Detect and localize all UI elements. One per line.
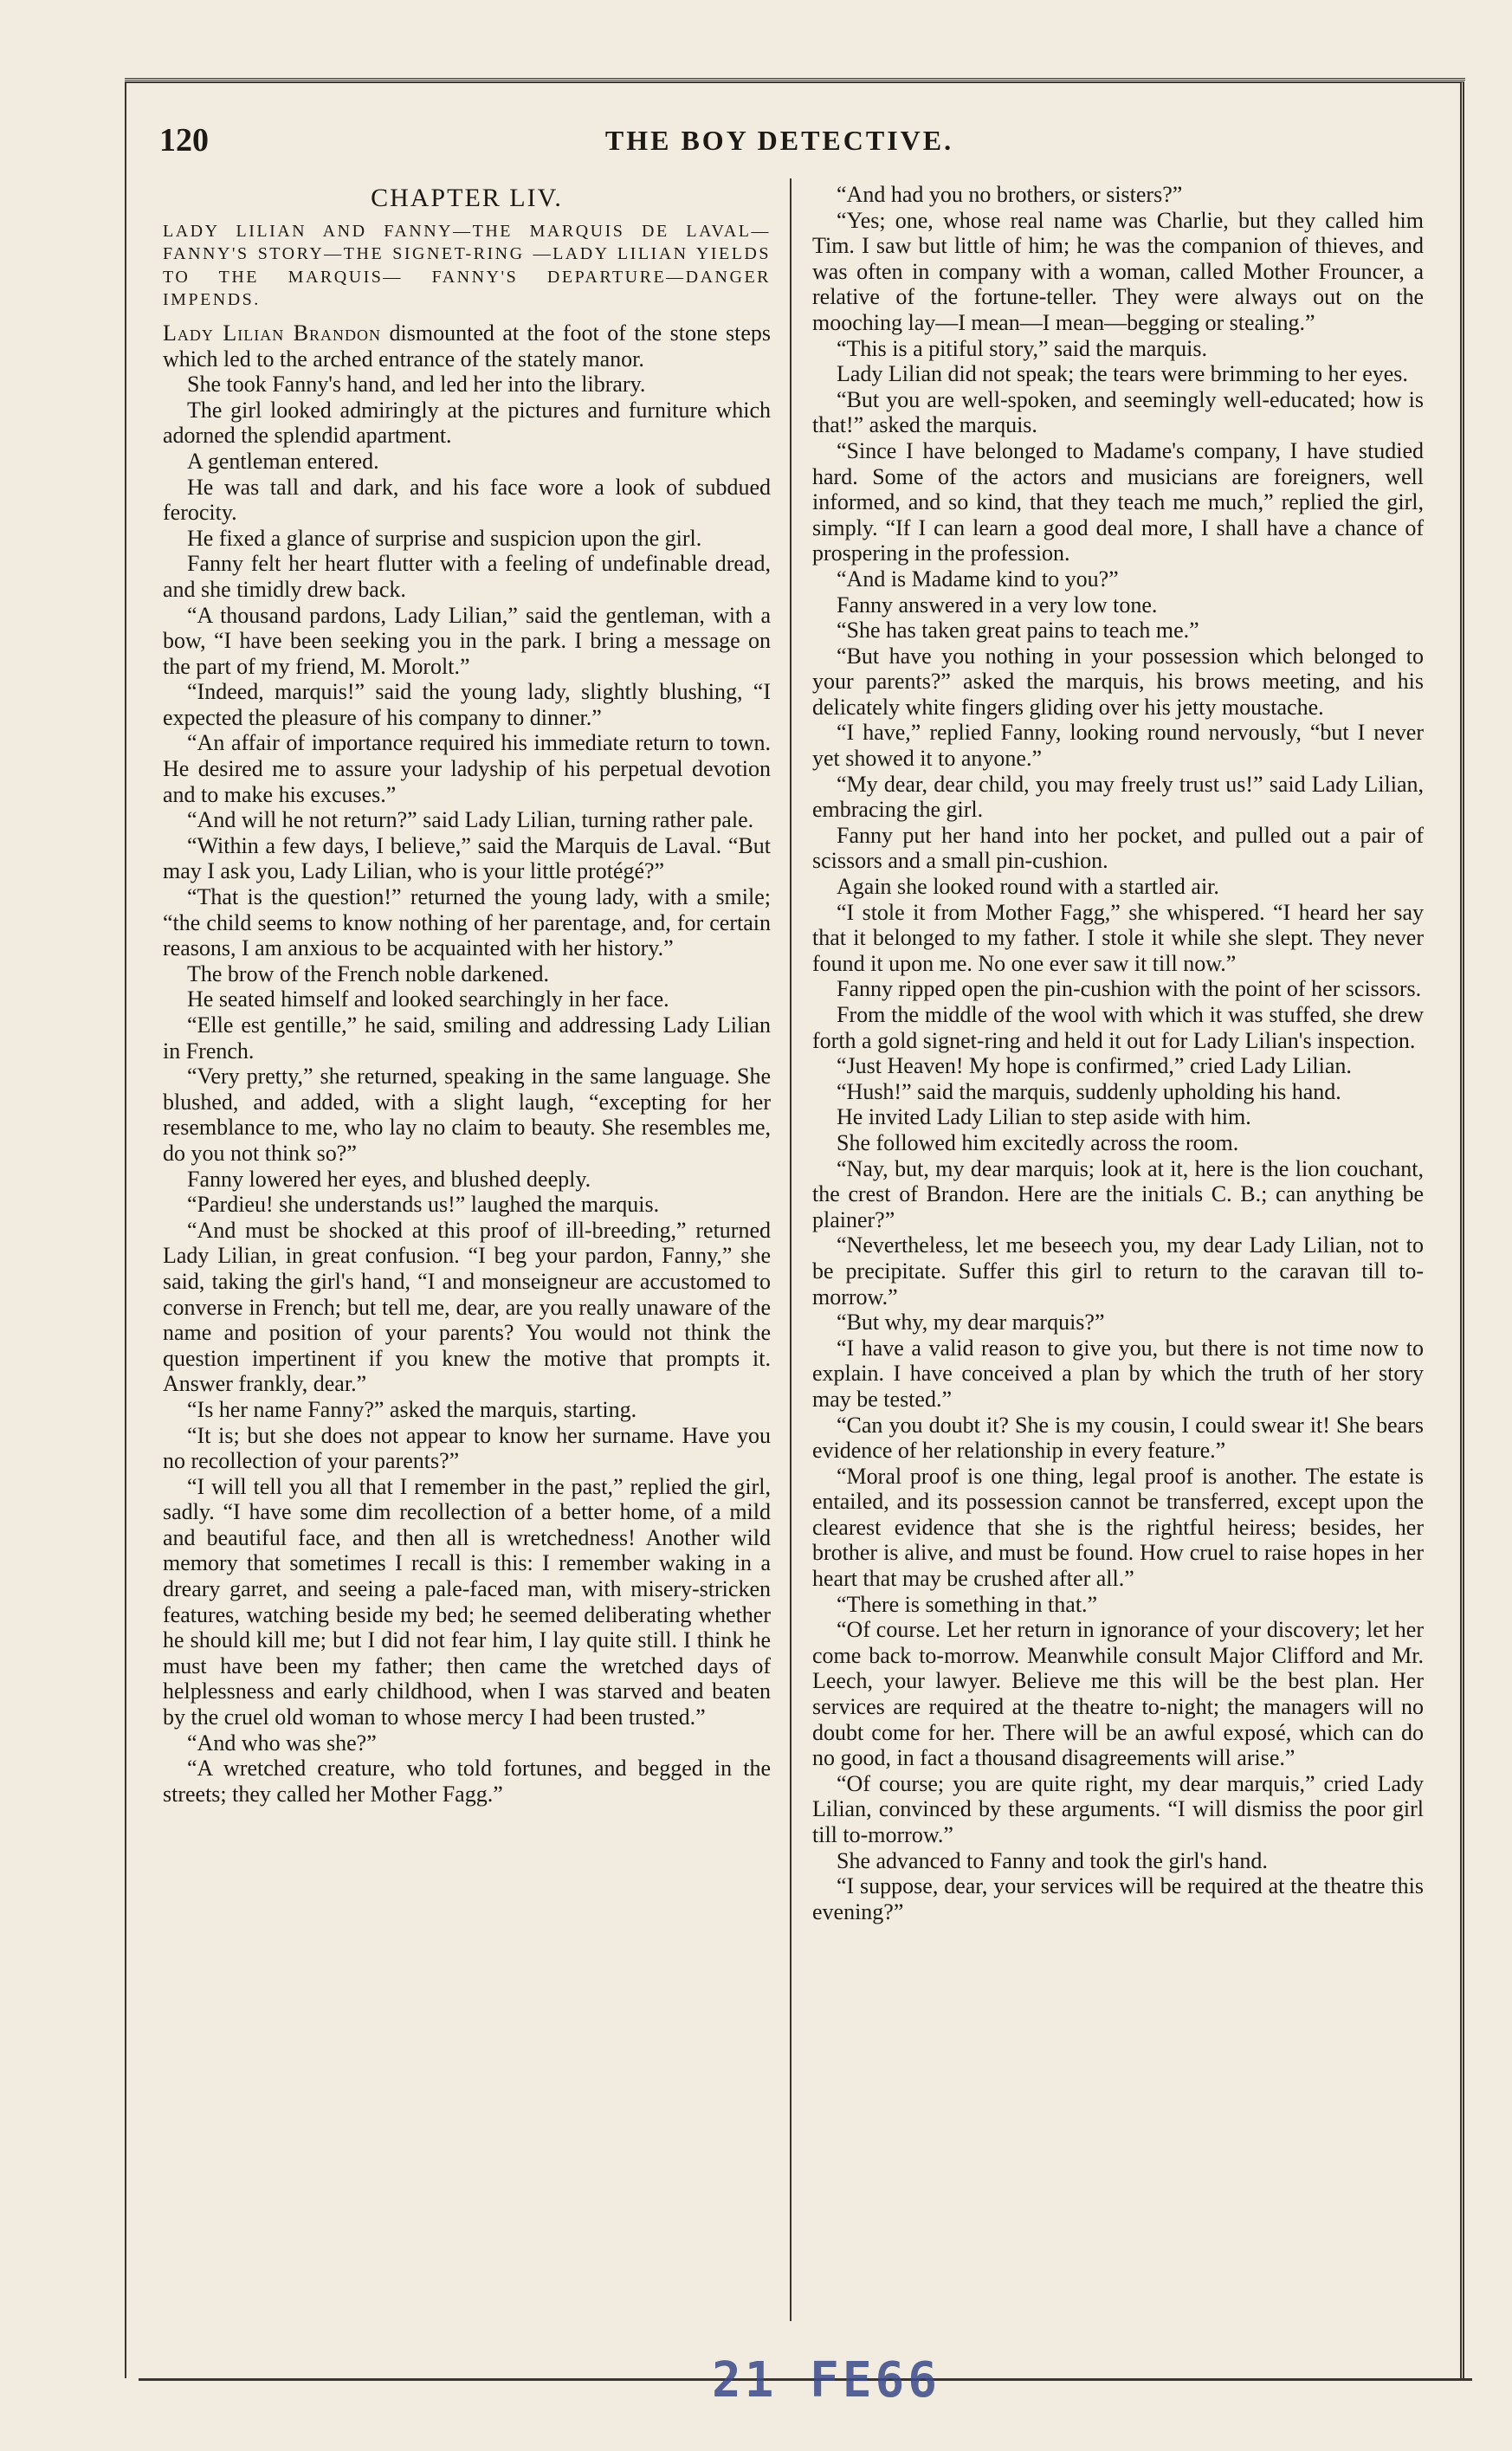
- opening-paragraph: [163, 320, 771, 372]
- right-paragraph: “There is something in that.”: [837, 1591, 1098, 1617]
- right-paragraph: “Just Heaven! My hope is confirmed,” cried Lady Lilian.: [837, 1053, 1352, 1079]
- opening-rest: dismounted at the foot of the stone steps which led to the arched entrance of the stately manor.: [163, 320, 771, 372]
- right-paragraph: Lady Lilian did not speak; the tears were brimming to her eyes.: [837, 361, 1408, 387]
- left-paragraph: “Pardieu! she understands us!” laughed the marquis.: [187, 1192, 660, 1218]
- right-paragraph: “I have a valid reason to give you, but there is not time now to explain. I have conceived a plan by which the truth of her story may be tested.”: [812, 1335, 1424, 1412]
- right-paragraph: “Nevertheless, let me beseech you, my dear Lady Lilian, not to be precipitate. Suffer this girl to return to the caravan till to-morrow.”: [812, 1232, 1424, 1310]
- right-paragraph: “And is Madame kind to you?”: [837, 566, 1119, 592]
- right-paragraph: Fanny answered in a very low tone.: [837, 592, 1158, 618]
- left-paragraph: “I will tell you all that I remember in the past,” replied the girl, sadly. “I have some dim recollection of a better home, of a mild and beautiful face, and then all is wretchedness! Another wild memory that sometimes I recall is this: I remember waking in a dreary garret, and seeing a pale-faced man, with misery-stricken features, watching beside my bed; he seemed deliberating whether he should kill me; but I did not fear him, I lay quite still. I think he must have been my father; then came the wretched days of helplessness and early childhood, when I was starved and beaten by the cruel old woman to whose mercy I had been trusted.”: [163, 1473, 771, 1730]
- left-paragraph: He was tall and dark, and his face wore a look of subdued ferocity.: [163, 474, 771, 526]
- left-paragraph: The girl looked admiringly at the pictures and furniture which adorned the splendid apartment.: [163, 397, 771, 449]
- right-paragraph: Again she looked round with a startled air.: [837, 874, 1219, 900]
- chapter-synopsis: LADY LILIAN AND FANNY—THE MARQUIS DE LAVAL—FANNY'S STORY—THE SIGNET-RING —LADY LILIAN YIELDS TO THE MARQUIS— FANNY'S DEPARTURE—DANGER IMPENDS.: [163, 221, 771, 310]
- right-paragraph: “This is a pitiful story,” said the marquis.: [837, 335, 1207, 361]
- left-paragraph: Fanny felt her heart flutter with a feeling of undefinable dread, and she timidly drew back.: [163, 551, 771, 602]
- right-paragraph: “My dear, dear child, you may freely trust us!” said Lady Lilian, embracing the girl.: [812, 771, 1424, 823]
- page-header: [156, 121, 1403, 173]
- right-paragraph: “And had you no brothers, or sisters?”: [837, 182, 1183, 207]
- left-paragraph: “Within a few days, I believe,” said the Marquis de Laval. “But may I ask you, Lady Lilian, who is your little protégé?”: [163, 832, 771, 884]
- left-paragraph: Fanny lowered her eyes, and blushed deeply.: [187, 1166, 591, 1192]
- right-paragraph: She followed him excitedly across the room.: [837, 1129, 1239, 1155]
- right-paragraph: Fanny ripped open the pin-cushion with the point of her scissors.: [837, 976, 1422, 1002]
- running-head: THE BOY DETECTIVE.: [604, 125, 954, 156]
- left-paragraph: “And will he not return?” said Lady Lilian, turning rather pale.: [187, 807, 754, 833]
- left-paragraph: “That is the question!” returned the young lady, with a smile; “the child seems to know nothing of her parentage, and, for certain reasons, I am anxious to be acquainted with her history.”: [163, 884, 771, 961]
- right-paragraph: “But why, my dear marquis?”: [837, 1310, 1105, 1335]
- right-paragraph: “Yes; one, whose real name was Charlie, but they called him Tim. I saw but little of him; he was the companion of thieves, and was often in company with a woman, called Mother Frouncer, a relative of the fortune-teller. They were always out on the mooching lay—I mean—I mean—begging or stealing.”: [812, 207, 1424, 335]
- opening-name: Lady Lilian Brandon: [163, 320, 382, 346]
- right-paragraph: “Of course; you are quite right, my dear marquis,” cried Lady Lilian, convinced by these arguments. “I will dismiss the poor girl till to-morrow.”: [812, 1770, 1424, 1847]
- left-paragraph: “It is; but she does not appear to know her surname. Have you no recollection of your parents?”: [163, 1422, 771, 1474]
- left-paragraph: “And must be shocked at this proof of ill-breeding,” returned Lady Lilian, in great confusion. “I beg your pardon, Fanny,” she said, taking the girl's hand, “I and monseigneur are accustomed to converse in French; but tell me, dear, are you really unaware of the name and position of your parents? You would not think the question impertinent if you knew the motive that prompts it. Answer frankly, dear.”: [163, 1217, 771, 1397]
- right-paragraph: “Since I have belonged to Madame's company, I have studied hard. Some of the actors and musicians are foreigners, well informed, and so kind, that they teach me much,” replied the girl, simply. “If I can learn a good deal more, I shall have a chance of prospering in the profession.: [812, 437, 1424, 566]
- left-paragraph: “A wretched creature, who told fortunes, and begged in the streets; they called her Mother Fagg.”: [163, 1756, 771, 1807]
- left-paragraph: She took Fanny's hand, and led her into the library.: [187, 372, 646, 398]
- right-column: [812, 182, 1424, 1924]
- right-paragraph: Fanny put her hand into her pocket, and pulled out a pair of scissors and a small pin-cushion.: [812, 822, 1424, 874]
- right-paragraph: “Hush!” said the marquis, suddenly upholding his hand.: [837, 1078, 1341, 1104]
- left-paragraph: “Is her name Fanny?” asked the marquis, starting.: [187, 1396, 637, 1422]
- right-paragraph: “But have you nothing in your possession which belonged to your parents?” asked the marquis, his brows meeting, and his delicately white fingers gliding over his jetty moustache.: [812, 643, 1424, 720]
- left-paragraphs: [163, 372, 771, 1807]
- left-paragraph: “Elle est gentille,” he said, smiling and addressing Lady Lilian in French.: [163, 1012, 771, 1064]
- right-paragraph: “Of course. Let her return in ignorance of your discovery; let her come back to-morrow. Meanwhile consult Major Clifford and Mr. Leech, your lawyer. Believe me this will be the best plan. Her services are required at the theatre to-night; the managers will no doubt come for her. There will be an awful exposé, which can do no good, in fact a thousand disagreements will arise.”: [812, 1617, 1424, 1771]
- right-paragraph: She advanced to Fanny and took the girl's hand.: [837, 1847, 1268, 1873]
- right-paragraph: He invited Lady Lilian to step aside with him.: [837, 1104, 1251, 1130]
- left-paragraph: “An affair of importance required his immediate return to town. He desired me to assure your ladyship of his perpetual devotion and to make his excuses.”: [163, 730, 771, 807]
- top-rule: [125, 78, 1465, 81]
- left-paragraph: A gentleman entered.: [187, 448, 379, 474]
- right-paragraph: “She has taken great pains to teach me.”: [837, 618, 1199, 643]
- left-paragraph: “Indeed, marquis!” said the young lady, slightly blushing, “I expected the pleasure of his company to dinner.”: [163, 679, 771, 730]
- right-paragraph: “Can you doubt it? She is my cousin, I could swear it! She bears evidence of her relationship in every feature.”: [812, 1412, 1424, 1464]
- left-paragraph: “Very pretty,” she returned, speaking in the same language. She blushed, and added, with a slight laugh, “excepting for her resemblance to me, who lay no claim to beauty. She resembles me, do you not think so?”: [163, 1064, 771, 1166]
- right-paragraphs: [812, 182, 1424, 1924]
- left-paragraph: He fixed a glance of surprise and suspicion upon the girl.: [187, 525, 702, 551]
- right-paragraph: “Nay, but, my dear marquis; look at it, here is the lion couchant, the crest of Brandon. Here are the initials C. B.; can anything be plainer?”: [812, 1155, 1424, 1232]
- left-paragraph: “A thousand pardons, Lady Lilian,” said the gentleman, with a bow, “I have been seeking you in the park. I bring a message on the part of my friend, M. Morolt.”: [163, 602, 771, 679]
- right-paragraph: “I suppose, dear, your services will be required at the theatre this evening?”: [812, 1873, 1424, 1924]
- right-paragraph: “I have,” replied Fanny, looking round nervously, “but I never yet showed it to anyone.”: [812, 720, 1424, 772]
- right-paragraph: “But you are well-spoken, and seemingly well-educated; how is that!” asked the marquis.: [812, 386, 1424, 438]
- right-paragraph: “I stole it from Mother Fagg,” she whispered. “I heard her say that it belonged to my father. I stole it while she slept. They never found it upon me. No one ever saw it till now.”: [812, 899, 1424, 976]
- right-paragraph: From the middle of the wool with which it was stuffed, she drew forth a gold signet-ring and held it out for Lady Lilian's inspection.: [812, 1002, 1424, 1053]
- chapter-title: CHAPTER LIV.: [371, 184, 563, 212]
- right-paragraph: “Moral proof is one thing, legal proof is another. The estate is entailed, and its possession cannot be transferred, except upon the clearest evidence that she is the rightful heiress; besides, her brother is alive, and must be found. How cruel to raise hopes in her heart that may be crushed after all.”: [812, 1463, 1424, 1592]
- left-paragraph: He seated himself and looked searchingly in her face.: [187, 986, 669, 1012]
- left-paragraph: “And who was she?”: [187, 1730, 377, 1756]
- library-date-stamp: 21 FE66: [711, 2352, 940, 2409]
- left-paragraph: The brow of the French noble darkened.: [187, 960, 550, 986]
- page-number: 120: [159, 122, 209, 158]
- column-divider: [790, 178, 792, 2321]
- left-column: [163, 182, 771, 1807]
